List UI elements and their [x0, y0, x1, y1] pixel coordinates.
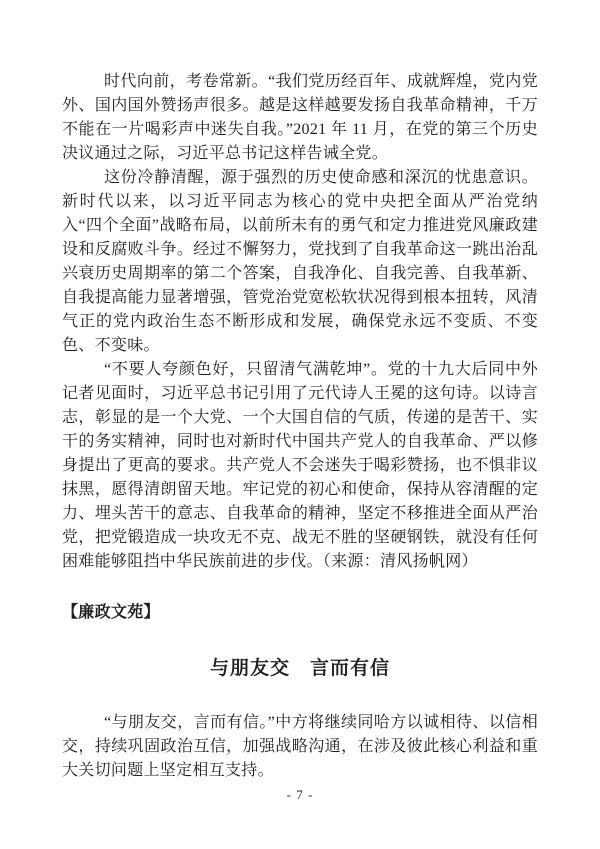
page-content — [62, 70, 538, 783]
section-paragraph-1: “与朋友交，言而有信。”中方将继续同哈方以诚相待、以信相交，持续巩固政治互信，加强战略沟通，在涉及彼此核心利益和重大关切问题上坚定相互支持。 — [62, 714, 538, 779]
article-title: 与朋友交 言而有信 — [209, 658, 390, 679]
article1-paragraph-2: 这份冷静清醒，源于强烈的历史使命感和深沉的忧患意识。新时代以来，以习近平同志为核心的党中央把全面从严治党纳入“四个全面”战略布局，以前所未有的勇气和定力推进党风廉政建设和反腐败斗争。经过不懈努力，党找到了自我革命这一跳出治乱兴衰历史周期率的第二个答案，自我净化、自我完善、自我革新、自我提高能力显著增强，管党治党宽松软状况得到根本扭转，风清气正的党内政治生态不断形成和发展，确保党永远不变质、不变色、不变味。 — [62, 169, 538, 354]
page-number: - 7 - — [286, 787, 314, 802]
article1-paragraph-1: 时代向前，考卷常新。“我们党历经百年、成就辉煌，党内党外、国内国外赞扬声很多。越是这样越要发扬自我革命精神，千万不能在一片喝彩声中迷失自我。”2021 年 11 月，在党的第三个历史决议通过之际，习近平总书记这样告诫全党。 — [62, 73, 538, 162]
article1-paragraph-3: “不要人夸颜色好，只留清气满乾坤”。党的十九大后同中外记者见面时，习近平总书记引用了元代诗人王冕的这句诗。以诗言志，彰显的是一个大党、一个大国自信的气质，传递的是苦干、实干的务实精神，同时也对新时代中国共产党人的自我革命、严以修身提出了更高的要求。共产党人不会迷失于喝彩赞扬，也不惧非议抹黑，愿得清朗留天地。牢记党的初心和使命，保持从容清醒的定力、埋头苦干的意志、自我革命的精神，坚定不移推进全面从严治党，把党锻造成一块攻无不克、战无不胜的坚硬钢铁，就没有任何困难能够阻挡中华民族前进的步伐。（来源：清风扬帆网） — [62, 361, 538, 570]
section-header-lianzheng-wenyuan: 【廉政文苑】 — [62, 604, 160, 621]
